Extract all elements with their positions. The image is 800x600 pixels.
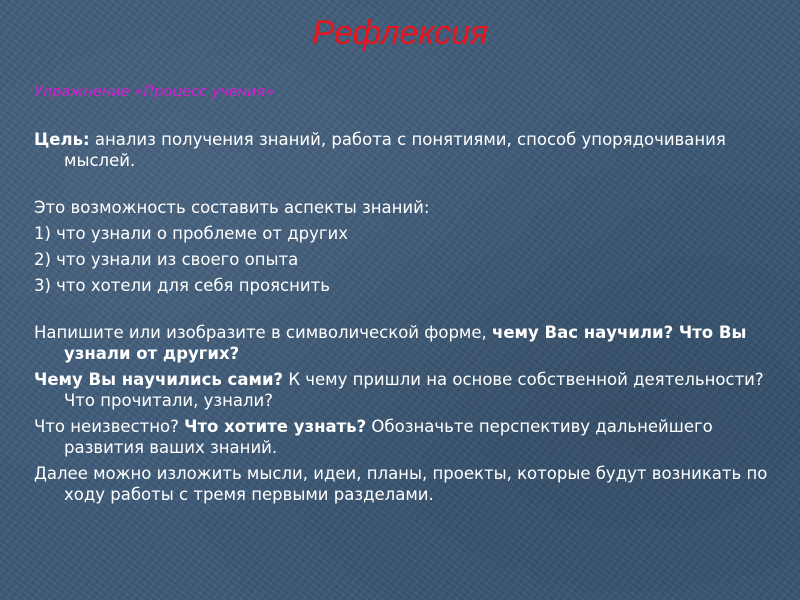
aspect-item-3: 3) что хотели для себя прояснить <box>34 276 330 295</box>
instruction-3-bold: Что хотите узнать? <box>184 417 367 436</box>
instruction-1-text: Напишите или изобразите в символической форме, <box>34 323 493 342</box>
instruction-paragraph-2 <box>34 369 769 411</box>
instruction-paragraph-1 <box>34 322 769 364</box>
instruction-paragraph-3 <box>34 416 769 458</box>
aspect-item-1: 1) что узнали о проблеме от других <box>34 224 348 243</box>
instruction-2-text: К чему пришли на основе собственной деятельности? Что прочитали, узнали? <box>64 370 764 410</box>
instruction-3-text-b: Обозначьте перспективу дальнейшего развития ваших знаний. <box>64 417 713 457</box>
slide-content <box>34 82 769 505</box>
aspect-item-2: 2) что узнали из своего опыта <box>34 250 299 269</box>
goal-paragraph <box>34 129 769 171</box>
instruction-3-text-a: Что неизвестно? <box>34 417 185 436</box>
instruction-1-bold: чему Вас научили? Что Вы узнали от других? <box>64 323 747 363</box>
goal-text: анализ получения знаний, работа с понятиями, способ упорядочивания мыслей. <box>64 130 726 170</box>
aspects-intro: Это возможность составить аспекты знаний: <box>34 198 430 217</box>
exercise-subtitle: Упражнение «Процесс учения» <box>34 84 275 100</box>
slide-title: Рефлексия <box>311 14 489 52</box>
instruction-2-bold: Чему Вы научились сами? <box>34 370 284 389</box>
instruction-paragraph-4: Далее можно изложить мысли, идеи, планы, проекты, которые будут возникать по ходу работы с тремя первыми разделами. <box>34 464 768 504</box>
goal-label: Цель: <box>34 130 90 149</box>
